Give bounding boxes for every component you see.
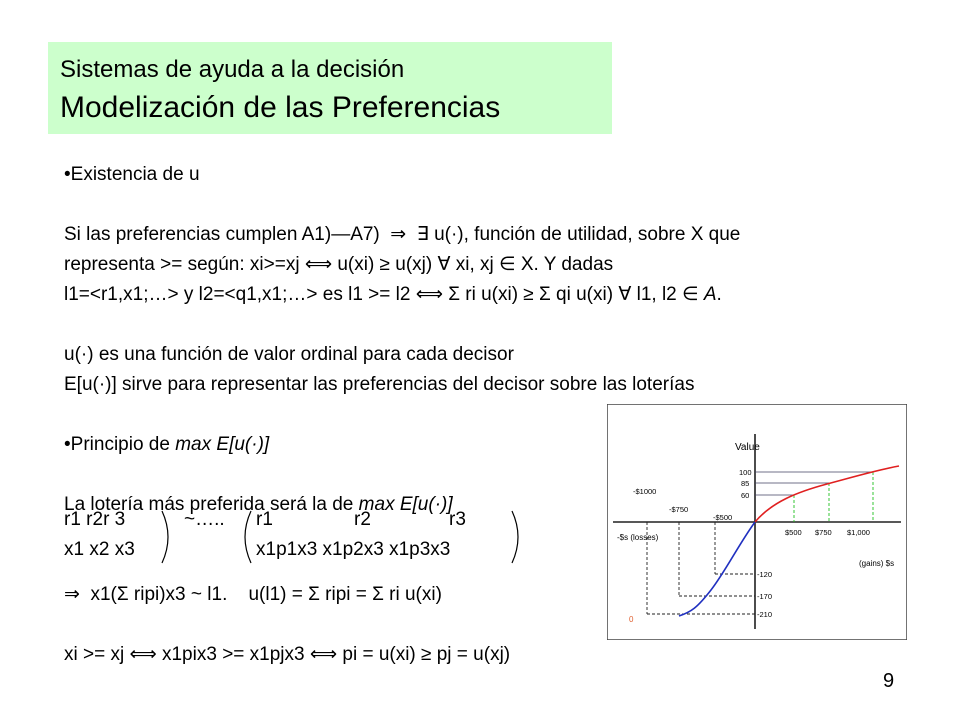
text-ordinal: u(·) es una función de valor ordinal para cada decisor: [64, 344, 514, 365]
text-conclusion: xi >= xj ⟺ x1pix3 >= x1pjx3 ⟺ pi = u(xi) ≥ pj = u(xj): [64, 644, 511, 665]
text-preferred: La lotería más preferida será la de max E[u(·)]: [64, 494, 453, 515]
tick-750: $750: [815, 528, 832, 537]
text-represents: representa >= según: xi>=xj ⟺ u(xi) ≥ u(xj) ∀ xi, xj ∈ X. Y dadas: [64, 254, 614, 275]
title-line-2: Modelización de las Preferencias: [60, 91, 501, 124]
lottery-r-labels: r1 r2r 3: [64, 509, 126, 530]
text-period: .: [716, 284, 722, 305]
lottery-probabilities: x1p1x3 x1p2x3 x1p3x3: [256, 539, 451, 560]
text-equivalence: ⇒ x1(Σ ripi)x3 ~ l1. u(l1) = Σ ripi = Σ ri u(xi): [64, 584, 442, 605]
tick-neg-210: -210: [757, 610, 773, 619]
text-set-a: A: [703, 284, 717, 305]
tick-neg-170: -170: [757, 592, 773, 601]
title-banner: [48, 42, 612, 134]
lottery-r1: r1: [256, 509, 273, 530]
tick-neg-1000: -$1000: [633, 487, 657, 496]
lottery-r3: r3: [449, 509, 466, 530]
graph-losses-label: -$s (losses): [617, 533, 659, 542]
title-line-1: Sistemas de ayuda a la decisión: [60, 56, 405, 83]
graph-value-label: Value: [735, 442, 760, 453]
tick-neg-500: -$500: [713, 513, 733, 522]
text-lotteries: [64, 280, 740, 310]
lottery-brackets: [64, 505, 534, 567]
slide-body-bottom: [64, 580, 510, 670]
lottery-x-labels: x1 x2 x3: [64, 539, 135, 560]
tick-1000: $1,000: [847, 528, 870, 537]
text-lotteries-main: l1=<r1,x1;…> y l2=<q1,x1;…> es l1 >= l2 ⟺ Σ ri u(xi) ≥ Σ qi u(xi) ∀ l1, l2 ∈: [64, 284, 704, 305]
lottery-r2: r2: [354, 509, 371, 530]
text-expected: E[u(·)] sirve para representar las preferencias del decisor sobre las loterías: [64, 374, 695, 395]
preferred-formula: max E[u(·)]: [358, 494, 453, 515]
principle-formula: max E[u(·)]: [175, 434, 270, 455]
lottery-tilde: ~…..: [184, 509, 225, 530]
bullet-principle: •Principio de max E[u(·)]: [64, 434, 270, 455]
tick-85: 85: [741, 479, 750, 488]
value-function-graph: [607, 404, 907, 640]
bullet-existence: •Existencia de u: [64, 164, 200, 185]
page-number: 9: [883, 670, 895, 692]
tick-neg-750: -$750: [669, 505, 689, 514]
tick-100: 100: [739, 468, 752, 477]
graph-gains-label: (gains) $s: [859, 559, 895, 568]
tick-60: 60: [741, 491, 750, 500]
graph-origin-label: 0: [629, 615, 634, 624]
tick-500: $500: [785, 528, 802, 537]
text-axioms: Si las preferencias cumplen A1)—A7) ⇒ ∃ u(·), función de utilidad, sobre X que: [64, 224, 741, 245]
tick-neg-120: -120: [757, 570, 773, 579]
